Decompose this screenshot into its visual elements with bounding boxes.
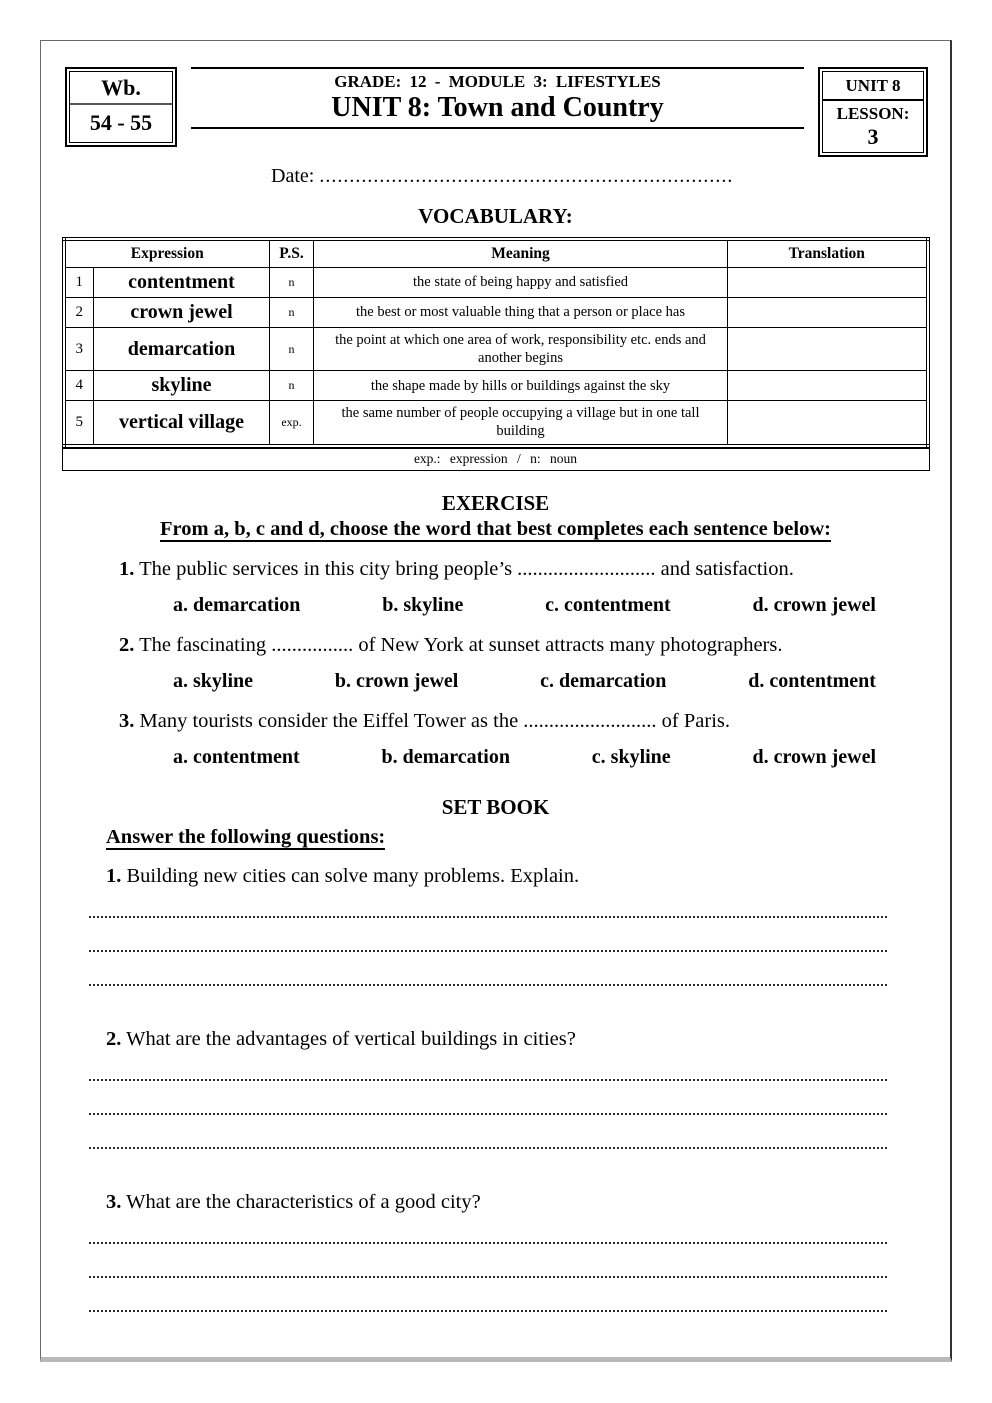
question-number: 2. — [119, 633, 135, 656]
col-header-meaning: Meaning — [314, 239, 728, 268]
date-blank[interactable]: ..................................................................... — [319, 165, 734, 187]
answer-line[interactable] — [89, 1089, 887, 1115]
question-number: 1. — [119, 557, 135, 580]
exercise-instruction: From a, b, c and d, choose the word that best completes each sentence below: — [160, 517, 831, 540]
exercise-question — [119, 558, 890, 581]
table-row — [64, 401, 928, 446]
meaning-cell: the shape made by hills or buildings against the sky — [314, 371, 728, 401]
expression-cell: skyline — [94, 371, 270, 401]
meaning-cell: the state of being happy and satisfied — [314, 268, 728, 298]
setbook-instruction-row — [106, 826, 950, 849]
answer-line[interactable] — [89, 1123, 887, 1149]
expression-cell: demarcation — [94, 328, 270, 371]
ps-cell: n — [270, 371, 314, 401]
header — [65, 67, 928, 157]
expression-cell: crown jewel — [94, 298, 270, 328]
date-row — [271, 165, 950, 188]
option-c[interactable]: c. demarcation — [540, 669, 667, 692]
row-number: 2 — [64, 298, 94, 328]
answer-line[interactable] — [89, 1055, 887, 1081]
option-c[interactable]: c. skyline — [591, 745, 671, 768]
row-number: 3 — [64, 328, 94, 371]
table-row — [64, 328, 928, 371]
question-number: 3. — [106, 1190, 122, 1213]
col-header-ps: P.S. — [270, 239, 314, 268]
options-row — [173, 670, 876, 693]
options-row — [173, 594, 876, 617]
exercise-question — [119, 710, 890, 733]
question-text: What are the advantages of vertical buildings in cities? — [126, 1027, 576, 1050]
setbook-question — [106, 865, 890, 888]
setbook-question — [106, 1191, 890, 1214]
ps-cell: n — [270, 268, 314, 298]
option-d[interactable]: d. crown jewel — [752, 745, 876, 768]
exercise-instruction-row — [41, 518, 950, 541]
title-bottom-rule — [191, 127, 804, 129]
lesson-label: LESSON: — [836, 104, 910, 123]
options-row — [173, 746, 876, 769]
option-a[interactable]: a. demarcation — [173, 593, 301, 616]
vocabulary-heading: VOCABULARY: — [418, 204, 573, 228]
setbook-question — [106, 1028, 890, 1051]
title-block — [191, 67, 804, 129]
question-text: Many tourists consider the Eiffel Tower as the .......................... of Paris. — [139, 709, 731, 732]
question-text: What are the characteristics of a good city? — [126, 1190, 481, 1213]
answer-line[interactable] — [89, 1218, 887, 1244]
workbook-pages: 54 - 55 — [89, 110, 153, 135]
exercise-question — [119, 634, 890, 657]
option-c[interactable]: c. contentment — [545, 593, 671, 616]
workbook-pages-box — [65, 67, 177, 147]
option-d[interactable]: d. contentment — [748, 669, 876, 692]
table-row — [64, 268, 928, 298]
table-row — [64, 298, 928, 328]
option-a[interactable]: a. contentment — [173, 745, 300, 768]
col-header-expression: Expression — [64, 239, 270, 268]
option-a[interactable]: a. skyline — [173, 669, 254, 692]
expression-cell: vertical village — [94, 401, 270, 446]
col-header-translation: Translation — [728, 239, 928, 268]
expression-cell: contentment — [94, 268, 270, 298]
worksheet-page — [40, 40, 952, 1362]
answer-line[interactable] — [89, 1252, 887, 1278]
question-number: 1. — [106, 864, 122, 887]
lesson-number: 3 — [867, 124, 879, 149]
translation-cell[interactable] — [728, 371, 928, 401]
setbook-heading: SET BOOK — [441, 794, 550, 819]
option-d[interactable]: d. crown jewel — [752, 593, 876, 616]
ps-cell: exp. — [270, 401, 314, 446]
row-number: 4 — [64, 371, 94, 401]
unit-lesson-box — [818, 67, 928, 157]
question-number: 2. — [106, 1027, 122, 1050]
option-b[interactable]: b. skyline — [382, 593, 464, 616]
unit-title: UNIT 8: Town and Country — [331, 92, 664, 123]
row-number: 1 — [64, 268, 94, 298]
vocab-header-row — [64, 239, 928, 268]
question-text: The fascinating ................ of New York at sunset attracts many photographers. — [139, 633, 783, 656]
workbook-label: Wb. — [70, 72, 172, 105]
vocab-footnote: exp.: expression / n: noun — [62, 448, 930, 471]
ps-cell: n — [270, 298, 314, 328]
translation-cell[interactable] — [728, 401, 928, 446]
table-row — [64, 371, 928, 401]
question-text: Building new cities can solve many problems. Explain. — [126, 864, 580, 887]
translation-cell[interactable] — [728, 268, 928, 298]
question-number: 3. — [119, 709, 135, 732]
answer-area — [41, 1055, 950, 1149]
meaning-cell: the same number of people occupying a village but in one tall building — [314, 401, 728, 446]
translation-cell[interactable] — [728, 328, 928, 371]
setbook-instruction: Answer the following questions: — [106, 825, 386, 848]
answer-line[interactable] — [89, 960, 887, 986]
option-b[interactable]: b. demarcation — [381, 745, 510, 768]
answer-line[interactable] — [89, 926, 887, 952]
ps-cell: n — [270, 328, 314, 371]
answer-area — [41, 1218, 950, 1312]
grade-module-line: GRADE: 12 - MODULE 3: LIFESTYLES — [334, 72, 661, 91]
answer-line[interactable] — [89, 892, 887, 918]
answer-line[interactable] — [89, 1286, 887, 1312]
exercise-heading: EXERCISE — [441, 490, 550, 515]
date-label: Date: — [271, 165, 315, 187]
unit-number: UNIT 8 — [823, 72, 923, 101]
question-text: The public services in this city bring people’s ........................... and satisfaction. — [139, 557, 794, 580]
answer-area — [41, 892, 950, 986]
meaning-cell: the point at which one area of work, responsibility etc. ends and another begins — [314, 328, 728, 371]
row-number: 5 — [64, 401, 94, 446]
meaning-cell: the best or most valuable thing that a person or place has — [314, 298, 728, 328]
vocabulary-table — [62, 237, 930, 448]
option-b[interactable]: b. crown jewel — [334, 669, 459, 692]
translation-cell[interactable] — [728, 298, 928, 328]
